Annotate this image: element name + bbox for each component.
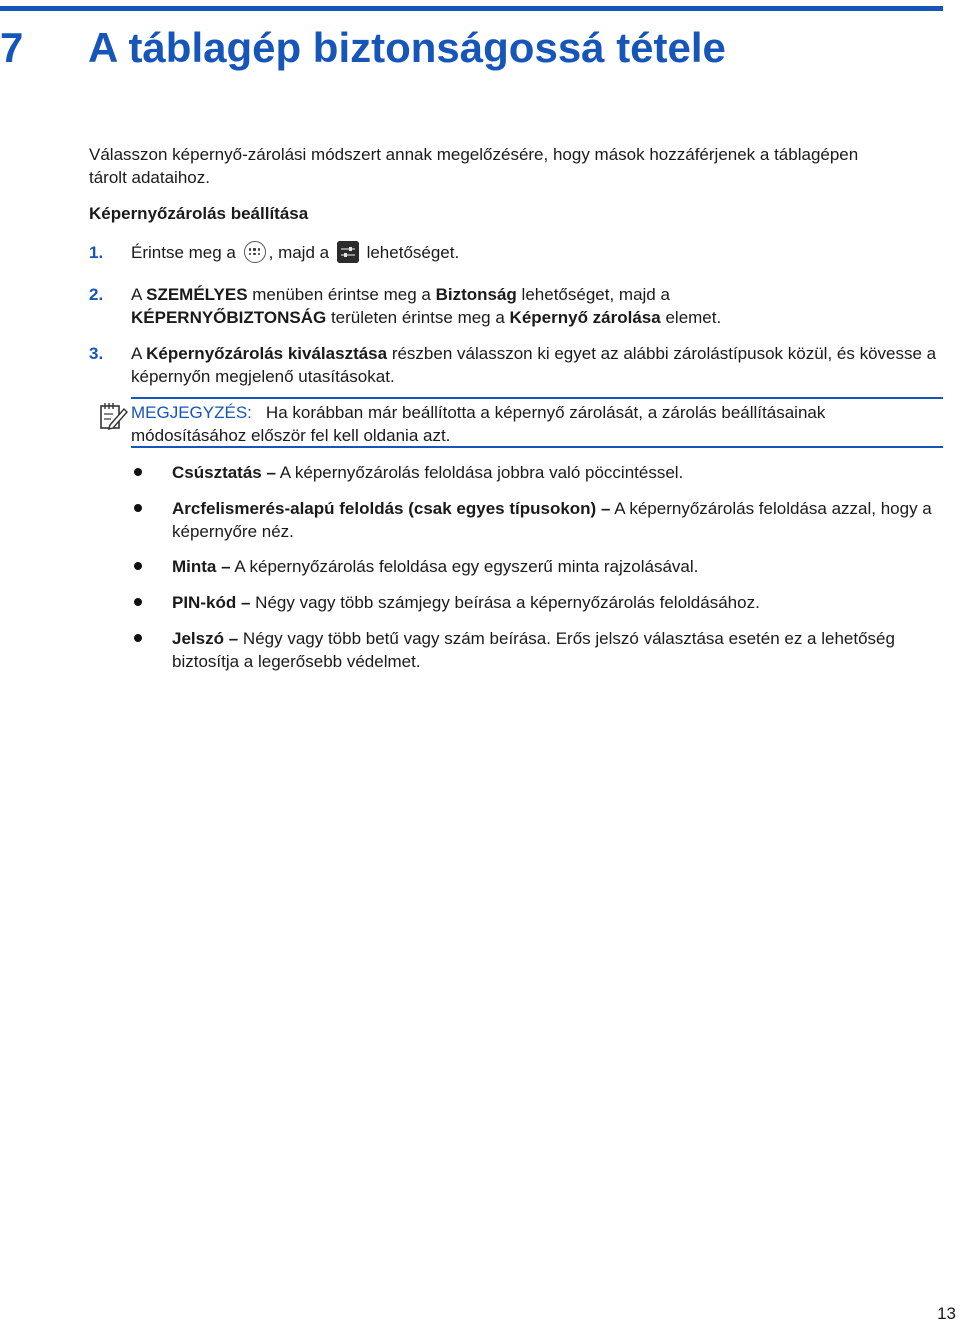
note-label: MEGJEGYZÉS: <box>131 403 252 422</box>
lock-type-item: PIN-kód – Négy vagy több számjegy beírása a képernyőzárolás feloldásához. <box>172 593 760 612</box>
lock-type-item: Arcfelismerés-alapú feloldás (csak egyes típusokon) – A képernyőzárolás feloldása azzal, hogy a képernyőre néz. <box>172 499 932 541</box>
intro-paragraph: Válasszon képernyő-zárolási módszert annak megelőzésére, hogy mások hozzáférjenek a táblagépen tárolt adataihoz. <box>89 145 859 187</box>
apps-icon <box>244 241 266 263</box>
bullet <box>134 634 142 642</box>
bullet <box>134 598 142 606</box>
chapter-title: A táblagép biztonságossá tétele <box>88 24 726 71</box>
bullet <box>134 562 142 570</box>
note-top-rule <box>131 397 943 399</box>
step-3-text: A Képernyőzárolás kiválasztása részben válasszon ki egyet az alábbi zárolástípusok közül, és kövesse a képernyőn megjelenő utasításokat. <box>131 344 937 386</box>
chapter-heading <box>0 18 726 78</box>
lock-type-item: Csúsztatás – A képernyőzárolás feloldása jobbra való pöccintéssel. <box>172 463 684 482</box>
section-subheading: Képernyőzárolás beállítása <box>89 204 309 223</box>
step-1-before: Érintse meg a <box>131 243 236 262</box>
step-1-text <box>131 241 946 265</box>
bullet <box>134 504 142 512</box>
step-2-text: A SZEMÉLYES menüben érintse meg a Biztonság lehetőséget, majd a KÉPERNYŐBIZTONSÁG területen érintse meg a Képernyő zárolása elemet. <box>131 285 722 327</box>
note-pencil-icon <box>99 400 129 437</box>
note-text <box>131 401 943 447</box>
step-1-number: 1. <box>89 243 104 262</box>
note-bottom-rule <box>131 446 943 448</box>
lock-type-item: Minta – A képernyőzárolás feloldása egy egyszerű minta rajzolásával. <box>172 557 699 576</box>
note-body: Ha korábban már beállította a képernyő zárolását, a zárolás beállításainak módosításához először fel kell oldania azt. <box>131 403 826 445</box>
step-1-middle: , majd a <box>268 243 330 262</box>
step-3-number: 3. <box>89 344 104 363</box>
settings-icon <box>337 241 359 263</box>
bullet <box>134 468 142 476</box>
lock-type-item: Jelszó – Négy vagy több betű vagy szám beírása. Erős jelszó választása esetén ez a lehetőség biztosítja a legerősebb védelmet. <box>172 629 895 671</box>
step-2-number: 2. <box>89 285 104 304</box>
chapter-number: 7 <box>0 24 24 71</box>
page-number: 13 <box>937 1304 956 1323</box>
top-rule <box>0 6 943 11</box>
step-1-after: lehetőséget. <box>366 243 460 262</box>
